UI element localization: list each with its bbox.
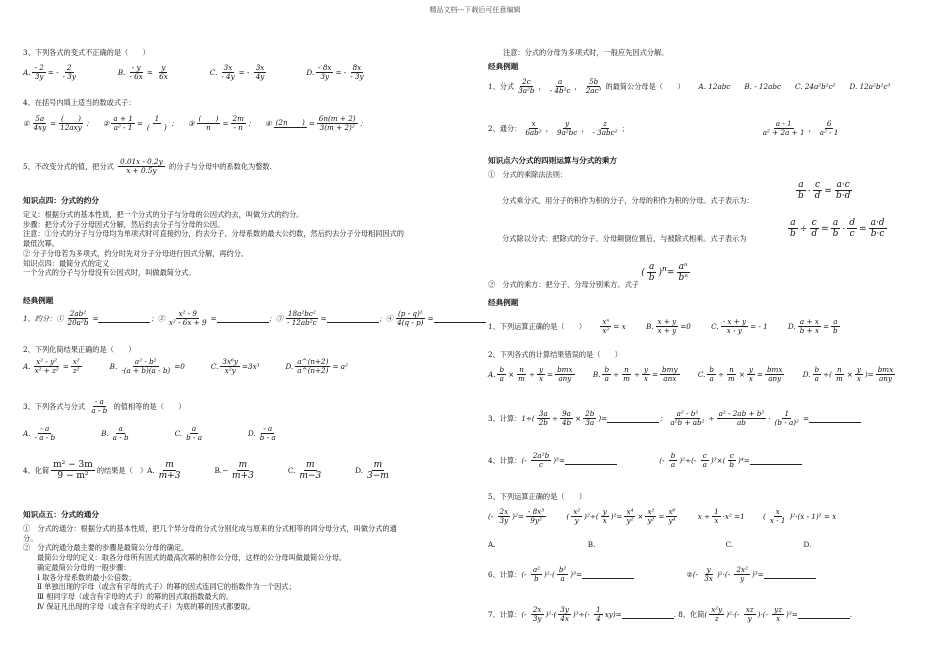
denominator: - n [233, 123, 243, 133]
q5-line [23, 158, 272, 176]
numerator: 3x [255, 63, 265, 72]
option-label: B. [101, 428, 109, 438]
r7-opt-a: A. [488, 540, 496, 549]
part-mark: ③ [188, 118, 195, 128]
e4-pre: 4、化简 [23, 465, 50, 475]
r1-line: 1、分式 $\frac{2c}{\text{3a²b}}$ ， $\frac{a}{\text{- 4b²c}}$ ， $\frac{5b}{\text{2ac³}}$ 的最简公分母是（ ） A. 12abc B. - 12abc C. 24a²b²c² D. 12a²b²c³ [488, 77, 891, 96]
denominator: 3−m [367, 471, 389, 482]
q3-option: A. $\frac{- 2}{3y}$ = - $\frac{2}{- 3y}$ [23, 63, 76, 82]
fraction [285, 310, 319, 328]
r7-opt-d: D. [803, 540, 812, 549]
numerator: a² - b² [134, 357, 157, 366]
q4-part: ② $\frac{a + 1}{\text{a² - 1}}$ = $\frac{1}{( )}$ ； [102, 114, 179, 133]
fraction [516, 78, 536, 96]
option-label: B. [117, 67, 126, 77]
q3-option: D. $\frac{- 8x}{3y}$ = - $\frac{8x}{- 3y}$ [306, 63, 364, 82]
fraction [31, 115, 48, 133]
fraction [51, 460, 95, 482]
k4-line: 最低次幂。 [23, 239, 59, 249]
q4-part: ① $\frac{5a}{4xy}$ = $\frac{( )}{\text{12axy}}$ ； [23, 114, 93, 133]
denominator: 3(m + 2)² [319, 123, 355, 133]
e4-option: B.− $\frac{m}{m+3}$ [214, 460, 254, 482]
q5-pre: 5、不改变分式的值，把分式 [23, 161, 114, 171]
k4-line: 步骤：把分式分子分母因式分解，然后约去分子与分母的公因。 [23, 219, 225, 229]
denominator: m−3 [299, 471, 322, 482]
denominator: - 4b²c [549, 86, 571, 96]
option-label: A. [23, 428, 31, 438]
denominator: z² [72, 366, 80, 376]
denominator: - 4y [221, 72, 235, 82]
k4-line: 知识点四：最简分式的定义 [23, 258, 110, 268]
fraction [523, 120, 543, 138]
r5-pre: 3、计算： [488, 413, 522, 423]
fraction [119, 358, 172, 376]
r9-mid: . 8、化简 [673, 609, 705, 619]
power-formula: ( $\frac{a}{b}$ )$^n$= $\frac{\text{aⁿ}}{\text{bⁿ}}$ [641, 262, 688, 284]
numerator: m [306, 460, 315, 470]
k5-line: 确定最简公分母的一般步骤： [37, 562, 131, 572]
k6-line-3: 分式除以分式：把除式的分子、分母颠倒位置后，与被除式相乘。式子表示为 [502, 234, 747, 243]
denominator: 6x [159, 72, 168, 82]
r5-line: 3、计算：1÷( $\frac{3a}{2b}$ ÷ $\frac{9a}{4b}$ × $\frac{2b}{3a}$ )= ； $\frac{\text{a² - b²}}{\text{a²b + ab²}}$ ÷ $\frac{\text{a² - 2ab + b²}}{ab}$ · $\frac{1}{\text{(b - a)²}}$ = [488, 410, 861, 428]
fraction [66, 310, 91, 328]
numerator: 3x⁶y [222, 357, 238, 366]
e4-mid: 的结果是（ ） [96, 465, 148, 475]
denominator: - 3abc² [592, 128, 618, 138]
numerator: a [191, 424, 197, 433]
fraction [58, 115, 84, 133]
div-formula: $\frac{a}{b}$ ÷ $\frac{c}{d}$ = $\frac{a}{b}$ · $\frac{d}{c}$ = $\frac{a\cdot d}{b\cdot c}$ [790, 218, 885, 240]
e3-option [101, 424, 132, 443]
denominator: a² - 1 [113, 123, 133, 133]
e2-options [23, 358, 374, 376]
k4-line: 一个分式的分子与分母没有公因式时，叫做最简分式。 [23, 268, 196, 278]
e4-line [23, 460, 423, 482]
option-label: C. [209, 67, 218, 77]
fraction [197, 115, 221, 133]
numerator: - a [40, 424, 50, 433]
numerator: 5a [35, 114, 45, 123]
answer-blank [327, 314, 379, 323]
r1-option [699, 82, 731, 91]
r1-option [795, 82, 836, 91]
numerator: m [373, 460, 383, 470]
k5-line: Ⅳ 保证凡出现的字母（或含有字母的式子）为底的幂的因式都要取。 [37, 601, 255, 611]
r3-opt-c: C. [711, 321, 719, 331]
fraction [297, 460, 323, 482]
fraction [548, 78, 573, 96]
numerator: - y [131, 63, 141, 72]
fraction [254, 64, 267, 82]
answer-blank [217, 314, 269, 323]
option-label: C. [795, 81, 805, 91]
numerator: m [238, 460, 248, 470]
option-label: B. [214, 465, 223, 475]
numerator: 8x [352, 63, 362, 72]
part-mark: ② [102, 118, 110, 128]
denominator: 4(q - p) [397, 318, 424, 328]
r1-post: 的最简公分母是（ ） [605, 81, 685, 91]
e3-denominator: a - b [91, 406, 108, 416]
numerator: m [165, 460, 174, 470]
r9-pre: 7、计算： [488, 609, 522, 619]
numerator: a [118, 424, 123, 433]
e1-mark: ；④ [378, 313, 394, 323]
k4-body [23, 210, 463, 278]
option-label: D. [355, 465, 363, 475]
option-label: D. [849, 81, 860, 91]
fraction [220, 358, 240, 376]
numerator: 2ab² [69, 309, 87, 318]
e1-line: 1、约分：① $\frac{\text{2ab²}}{\text{20a²b}}$ = ；② $\frac{\text{x² - 9}}{\text{x² - 6x + 9}}$ = ；③ $\frac{\text{18a²bc²}}{\text{- 12ab²c}}$ = ；④ $\frac{\text{(p - q)²}}{4(q - p)}$ = [23, 310, 486, 328]
denominator: - 3y [350, 72, 364, 82]
numerator: x [531, 119, 536, 128]
k6-line-2: 分式乘分式，用分子的积作为积的分子，分母的积作为积的分母。式子表示为： [502, 196, 754, 205]
k5-line: ① 分式的通分：根据分式的基本性质，把几个异分母的分式分别化成与原来的分式相等的同分母分式，叫做分式的通 [23, 524, 397, 533]
e4-option [147, 460, 184, 482]
fraction [111, 115, 134, 133]
numerator: a^(n+2) [297, 357, 329, 366]
fraction [590, 120, 619, 138]
k5-line: ② 分式的通分最主要的步骤是最简公分母的确定。 [23, 543, 189, 553]
denominator: 3a²b [518, 86, 535, 96]
e3-post: 的值相等的是（ ） [113, 401, 186, 411]
e2-option: A. $\frac{\text{x² - y²}}{\text{x² + z²}}$ = $\frac{\text{x²}}{\text{z²}}$ [23, 357, 80, 376]
r8-mark: ② [686, 569, 693, 579]
q3-options [23, 64, 406, 82]
r4-opt-a: A. [488, 369, 496, 379]
fraction [157, 460, 183, 482]
r6-line: 4、计算：(- $\frac{\text{2a²b}}{c}$ )³= (- $\frac{b}{a}$ )²÷(- $\frac{c}{a}$ )³×( $\frac{c}{b}$ )⁴= [488, 452, 802, 470]
e4-option [287, 460, 325, 482]
fraction [818, 120, 841, 138]
k4-line: 注意：①分式的分子与分母均为单项式时可直接约分，约去分子、分母系数的最大公约数，然后约去分子分母相同因式的 [23, 229, 404, 239]
denominator: 6ab² [525, 128, 542, 138]
q5-post: 的分子与分母中的系数化为整数. [168, 161, 272, 171]
option-label: D. [285, 361, 294, 371]
r2-pre: 2、通分： [488, 123, 522, 133]
numerator: 2 [66, 63, 72, 72]
fraction [32, 425, 57, 443]
answer-blank [434, 314, 486, 323]
q4-part: ③ $\frac{( )}{n}$ = $\frac{2m}{- n}$ ； [188, 114, 256, 133]
fraction [761, 120, 807, 138]
numerator: 6n(m + 2) [318, 114, 356, 123]
denominator: -(a + b)(a - b) [121, 366, 171, 376]
numerator: (p - q)² [397, 309, 423, 318]
k5-line: 分。 [23, 533, 38, 543]
denominator: x²y [224, 366, 236, 376]
r6-pre: 4、计算： [488, 455, 522, 465]
fraction [230, 460, 256, 482]
r2-mark: ； [621, 123, 629, 133]
numerator: x² - y² [36, 357, 58, 366]
denominator: - a - b [34, 433, 56, 443]
option-label: A. [147, 465, 155, 475]
fraction [395, 310, 425, 328]
denominator: 4xy [33, 123, 47, 133]
fraction [157, 64, 170, 82]
r3-options: $\frac{\text{xⁿ}}{\text{x²}}$ = x B. $\frac{x + y}{x + y}$ =0 C. $\frac{- x + y}{x - y}$ = - 1 D. $\frac{a + x}{b + x}$ = $\frac{a}{b}$ [602, 317, 838, 336]
option-value: - 12abc [754, 81, 781, 91]
e3-pre: 3、下列各式与分式 [23, 401, 86, 411]
e3-options [23, 425, 322, 443]
q5-numerator: 0.01x - 0.2y [120, 157, 163, 166]
e3-option [247, 424, 280, 443]
fraction [32, 64, 45, 82]
fraction [145, 115, 169, 133]
option-label: D. [306, 67, 315, 77]
denominator: - 12ab²c [287, 318, 317, 328]
r1-option [744, 82, 781, 91]
fraction [32, 358, 60, 376]
k5-line: Ⅲ 相同字母（或含有字母的式子）的幂的因式取指数最大的。 [37, 592, 234, 602]
k4-title: 知识点四：分式的约分 [23, 196, 99, 205]
option-label: D. [247, 428, 256, 438]
e4-option [355, 460, 393, 482]
r1-pre: 1、分式 [488, 81, 515, 91]
numerator: z [603, 119, 607, 128]
numerator: 6 [826, 119, 832, 128]
r7-labels [488, 540, 811, 550]
option-label: B. [744, 81, 755, 91]
e1-mark: ；② [150, 313, 165, 323]
r7-opt-b: B. [587, 540, 596, 549]
option-value: 12abc [708, 81, 731, 91]
denominator: a² + 2a + 1 [762, 128, 805, 138]
option-value: 24a²b²c² [804, 81, 836, 91]
denominator: b - a [186, 433, 202, 443]
denominator: 3y [320, 72, 330, 82]
numerator: a - 1 [775, 119, 792, 128]
numerator: y [565, 119, 570, 128]
e2-title: 2、下列化简结果正确的是（ ） [23, 345, 136, 354]
fraction [127, 64, 144, 82]
right-example-title: 经典例题 [488, 62, 519, 71]
numerator: (2n ) [275, 118, 305, 128]
numerator: 5b [588, 77, 599, 86]
k6-power-rule [488, 262, 692, 290]
denominator: b - a [259, 433, 276, 443]
q3-option: B. $\frac{- y}{- 6x}$ = $\frac{y}{6x}$ [117, 63, 168, 82]
denominator: 9a²bc [556, 128, 578, 138]
page-header: 精品文档---下载后可任意编辑 [429, 6, 521, 14]
mult-formula: $\frac{a}{b}$ · $\frac{c}{d}$ = $\frac{a\cdot c}{b\cdot d}$ [798, 180, 851, 202]
fraction [295, 358, 330, 376]
r8-line: 6、计算：(- $\frac{\text{a²}}{b}$ )²·( $\frac{\text{b²}}{a}$ )³= ②(- $\frac{y}{3x}$ )²·(- $\frac{\text{2x²}}{y}$ )³= [488, 566, 816, 584]
k5-body [23, 524, 397, 611]
option-label: A. [23, 67, 31, 77]
denominator: 2ac³ [585, 86, 602, 96]
numerator: 2m [232, 114, 244, 123]
e3-fraction [89, 398, 109, 416]
right-example2-title: 经典例题 [488, 298, 519, 307]
denominator: x² + z² [34, 366, 59, 376]
e2-option: D. $\frac{a\^{}(n+2)}{a\^{}(n+2)}$ = a² [285, 357, 348, 376]
option-label: B. [109, 361, 118, 371]
q3-title: 3、下列各式的变式不正确的是（ ） [23, 48, 150, 57]
option-value: 12a²b²c³ [859, 81, 891, 91]
q3-option: C. $\frac{3x}{- 4y}$ = - $\frac{3x}{4y}$ [209, 63, 265, 82]
k6-title: 知识点六分式的四则运算与分式的乘方 [488, 156, 618, 165]
k5-line: Ⅰ 取各分母系数的最小公倍数； [37, 572, 136, 582]
fraction [317, 115, 358, 133]
k5-line: Ⅱ 单独出现的字母（或含有字母的式子）的幂的因式连同它的指数作为一个因式； [37, 582, 296, 592]
numerator: ( ) [198, 114, 219, 123]
option-label: A. [698, 81, 709, 91]
part-mark: ① [23, 118, 30, 128]
option-label: C. [210, 361, 219, 371]
denominator: ( ) [146, 123, 167, 133]
fraction [348, 64, 365, 82]
q4-title: 4、在括号内填上适当的数或式子： [23, 98, 136, 107]
r7-opt-c: C. [725, 540, 734, 549]
fraction [231, 115, 246, 133]
denominator: x² - 6x + 9 [168, 318, 207, 328]
fraction [71, 358, 82, 376]
e3-option [23, 424, 59, 443]
r8-pre: 6、计算： [488, 569, 522, 579]
r4-options: A. $\frac{b}{a}$ × $\frac{n}{m}$ ÷ $\frac{y}{x}$ = $\frac{\text{bmx}}{\text{any}}$ B. $\frac{b}{a}$ ÷ $\frac{n}{m}$ ÷ $\frac{y}{x}$ = $\frac{\text{bmy}}{\text{anx}}$ C. $\frac{b}{a}$ ÷ $\frac{n}{m}$ × $\frac{y}{x}$ = $\frac{\text{bmx}}{\text{any}}$ D. $\frac{b}{a}$ ÷( $\frac{n}{m}$ × $\frac{y}{x}$ )= $\frac{\text{bmx}}{\text{any}}$ [488, 365, 894, 384]
denominator: 4y [255, 72, 265, 82]
option-label: A. [23, 361, 31, 371]
numerator: x² [72, 357, 80, 366]
numerator: x² - 9 [178, 309, 197, 318]
r3-line [488, 318, 842, 336]
part-mark: ④ [265, 118, 272, 128]
denominator: a - b [112, 433, 129, 443]
fraction [219, 64, 236, 82]
k6-line-4: ② 分式的乘方：把分子、分母分别乘方。式子 [488, 280, 639, 290]
r-note: 注意：分式的分母为多项式时，一般应先因式分解。 [503, 48, 669, 57]
denominator: 9 − m² [57, 471, 89, 482]
denominator: a² - 1 [819, 128, 839, 138]
e1-pre: 1、约分：① [23, 313, 64, 323]
q5-fraction [118, 158, 165, 176]
e3-line [23, 398, 185, 416]
numerator: 1 [154, 114, 160, 123]
numerator: 3x [223, 63, 233, 72]
numerator: - 8x [318, 63, 332, 72]
r9-line: 7、计算：(- $\frac{2x}{3y}$ )²·( $\frac{3y}{4x}$ )³÷(- $\frac{1}{4}$ xy)= . 8、化简( $\frac{\text{x²y}}{z}$ )²·(- $\frac{xz}{y}$ )·(- $\frac{yz}{x}$ )³= . [488, 605, 853, 624]
fraction [365, 460, 391, 482]
fraction [111, 425, 131, 443]
fraction [584, 78, 604, 96]
r3-opt-b: B. [645, 321, 654, 331]
fraction [274, 119, 307, 128]
denominator: 20a²b [67, 318, 89, 328]
e2-option: C. $\frac{\text{3x⁶y}}{\text{x²y}}$ =3x³ [210, 357, 260, 376]
fraction [184, 425, 204, 443]
option-label: C. [174, 428, 183, 438]
denominator: - 3y [62, 72, 76, 82]
r1-option [850, 82, 891, 91]
numerator: 2c [522, 77, 531, 86]
fraction [316, 64, 333, 82]
q4-parts [23, 115, 377, 133]
numerator: - a [263, 424, 273, 433]
k4-line: ② 分子分母若为多项式，约分时先对分子分母进行因式分解，再约分。 [23, 248, 249, 258]
r4-opt-b: B. [592, 369, 601, 379]
denominator: m+3 [232, 471, 254, 482]
left-example-title: 经典例题 [23, 296, 54, 305]
numerator: ( ) [60, 114, 81, 123]
numerator: - 2 [34, 63, 44, 72]
denominator: n [206, 123, 211, 133]
answer-blank [98, 314, 150, 323]
k5-line: 最简公分母的定义：取各分母所有因式的最高次幂的积作公分母，这样的公分母叫做最简公分母。 [37, 553, 347, 563]
r4-opt-c: C. [697, 369, 706, 379]
denominator: m+3 [158, 471, 181, 482]
k6-rule-1: ① 分式的乘除法法则： [488, 170, 568, 179]
numerator: m² − 3m [53, 460, 93, 470]
fraction [167, 310, 209, 328]
k5-title: 知识点五：分式的通分 [23, 510, 99, 519]
q5-denominator: x + 0.5y [126, 166, 157, 176]
r4-title: 2、下列各式的计算结果错误的是（ ） [488, 350, 622, 359]
r4-opt-d: D. [802, 369, 811, 379]
option-label: C. [287, 465, 296, 475]
r3-opt-d: D. [787, 321, 796, 331]
r7-options: (- $\frac{2x}{3y}$ )²= $\frac{\text{- 8x³}}{\text{9y²}}$ ( $\frac{\text{x²}}{y}$ )²÷( $\frac{y}{x}$ )²= $\frac{\text{x⁴}}{\text{y²}}$ × $\frac{\text{x²}}{\text{y²}}$ = $\frac{\text{x⁶}}{\text{y⁴}}$ x ÷ $\frac{1}{x}$ ·x² =1 ( $\frac{x}{x - 1}$ )²·(x - 1)² = x [488, 507, 837, 526]
e2-option: B. $\frac{\text{a² - b²}}{-(a + b)(a - b)}$ =0 [109, 357, 185, 376]
r2-line: 2、通分： $\frac{x}{\text{6ab²}}$ ， $\frac{y}{\text{9a²bc}}$ ， $\frac{z}{\text{- 3abc²}}$ ； $\frac{a - 1}{\text{a² + 2a + 1}}$ ， $\frac{6}{\text{a² - 1}}$ [488, 119, 839, 138]
q4-part: ④ (2n ) = $\frac{6n(m + 2)}{\text{3(m + 2)²}}$ ； [265, 114, 367, 133]
e1-mark: ；③ [268, 313, 284, 323]
e3-option [174, 424, 206, 443]
numerator: 18a²bc² [287, 309, 316, 318]
fraction [258, 425, 278, 443]
numerator: a + 1 [113, 114, 133, 123]
numerator: a [557, 77, 563, 86]
e3-numerator: - a [94, 397, 104, 406]
numerator: y [161, 63, 166, 72]
denominator: 3y [34, 72, 44, 82]
denominator: 12axy [60, 123, 82, 133]
fraction [555, 120, 579, 138]
r7-title: 5、下列运算正确的是（ ） [488, 492, 587, 501]
r3-title: 1、下列运算正确的是（ ） [488, 321, 587, 331]
k4-line: 定义：根据分式的基本性质，把一个分式的分子与分母的公因式约去，叫做分式的约分。 [23, 210, 304, 219]
denominator: a^(n+2) [297, 366, 329, 376]
denominator: - 6x [129, 72, 143, 82]
fraction [61, 64, 78, 82]
